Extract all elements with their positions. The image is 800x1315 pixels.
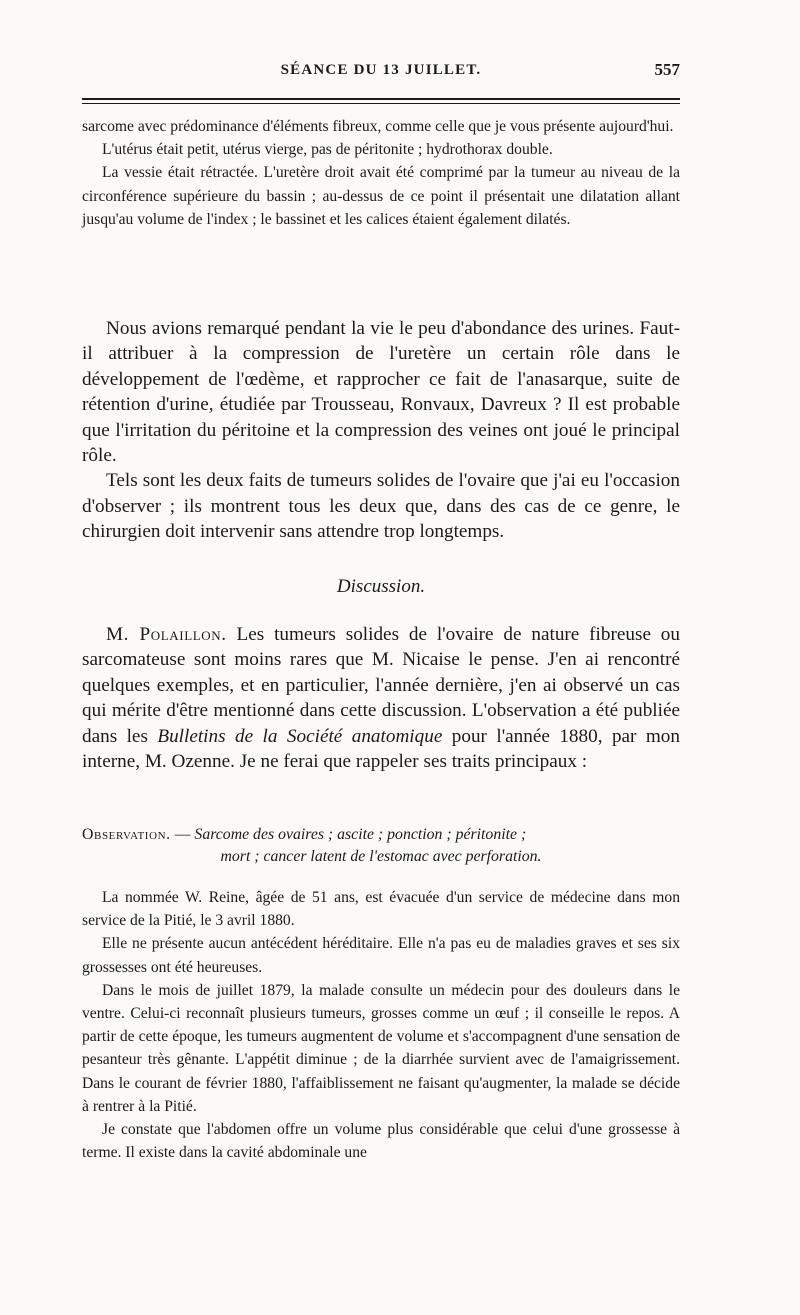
top-paragraphs	[82, 115, 680, 231]
discussion-text-end: pour l'année 1880, par mon interne, M. Ozenne. Je ne ferai que rappeler ses traits principaux :	[82, 725, 680, 773]
observation-title-line-2: mort ; cancer latent de l'estomac avec perforation.	[220, 848, 542, 865]
page-number: 557	[654, 60, 680, 79]
paragraph: Je constate que l'abdomen offre un volume plus considérable que celui d'une grossesse à terme. Il existe dans la cavité abdominale une	[82, 1121, 680, 1162]
header-rule-thin	[82, 103, 680, 104]
observation-title-text: Sarcome des ovaires ; ascite ; ponction ; péritonite ;	[194, 826, 527, 843]
paragraph: Nous avions remarqué pendant la vie le peu d'abondance des urines. Faut-il attribuer à la compression de l'uretère un certain rôle dans le développement de l'œdème, et rapprocher ce fait de l'anasarque, suite de rétention d'urine, étudiée par Trousseau, Ronvaux, Davreux ? Il est probable que l'irritation du péritoine et la compression des veines ont joué le principal rôle.	[82, 318, 680, 467]
speaker-name: M. Polaillon.	[106, 624, 227, 645]
main-paragraphs	[82, 316, 680, 545]
discussion-paragraph	[82, 622, 680, 774]
observation-label: Observation.	[82, 826, 171, 843]
observation-title-line-1	[82, 824, 680, 846]
paragraph: L'utérus était petit, utérus vierge, pas de péritonite ; hydrothorax double.	[102, 141, 553, 159]
paragraph: Elle ne présente aucun antécédent héréditaire. Elle n'a pas eu de maladies graves et ses six grossesses ont été heureuses.	[82, 935, 680, 976]
discussion-text: Les tumeurs solides de l'ovaire de nature fibreuse ou sarcomateuse sont moins rares que M. Nicaise le pense. J'en ai rencontré quelques exemples, et en particulier, l'année dernière, j'en ai observé un cas qui mérite d'être mentionné dans cette discussion. L'observation a été publiée dans les	[82, 624, 680, 747]
observation-title	[82, 824, 680, 868]
discussion-section	[82, 622, 680, 774]
paragraph: Dans le mois de juillet 1879, la malade consulte un médecin pour des douleurs dans le ventre. Celui-ci reconnaît plusieurs tumeurs, grosses comme un œuf ; il conseille le repos. A partir de cette époque, les tumeurs augmentent de volume et s'accompagnent d'une sensation de pesanteur très gênante. L'appétit diminue ; de la diarrhée survient avec de l'amaigrissement. Dans le courant de février 1880, l'affaiblissement ne faisant qu'augmenter, la malade se décide à rentrer à la Pitié.	[82, 981, 680, 1115]
paragraph: sarcome avec prédominance d'éléments fibreux, comme celle que je vous présente aujourd'hui.	[82, 118, 674, 135]
header-rule	[82, 98, 680, 100]
paragraph: La nommée W. Reine, âgée de 51 ans, est évacuée d'un service de médecine dans mon service de la Pitié, le 3 avril 1880.	[82, 889, 680, 930]
running-head: SÉANCE DU 13 JUILLET.	[280, 62, 482, 78]
publication-title: Bulletins de la Société anatomique	[157, 725, 443, 747]
page-header	[82, 62, 680, 88]
observation-dash: —	[170, 826, 195, 843]
discussion-heading: Discussion.	[336, 576, 426, 597]
paragraph: La vessie était rétractée. L'uretère droit avait été comprimé par la tumeur au niveau de la circonférence supérieure du bassin ; au-dessus de ce point il présentait une dilatation allant jusqu'au volume de l'index ; le bassinet et les calices étaient également dilatés.	[82, 164, 680, 228]
observation-paragraphs	[82, 886, 680, 1164]
paragraph: Tels sont les deux faits de tumeurs solides de l'ovaire que j'ai eu l'occasion d'observer ; ils montrent tous les deux que, dans des cas de ce genre, le chirurgien doit intervenir sans attendre trop longtemps.	[82, 470, 680, 543]
